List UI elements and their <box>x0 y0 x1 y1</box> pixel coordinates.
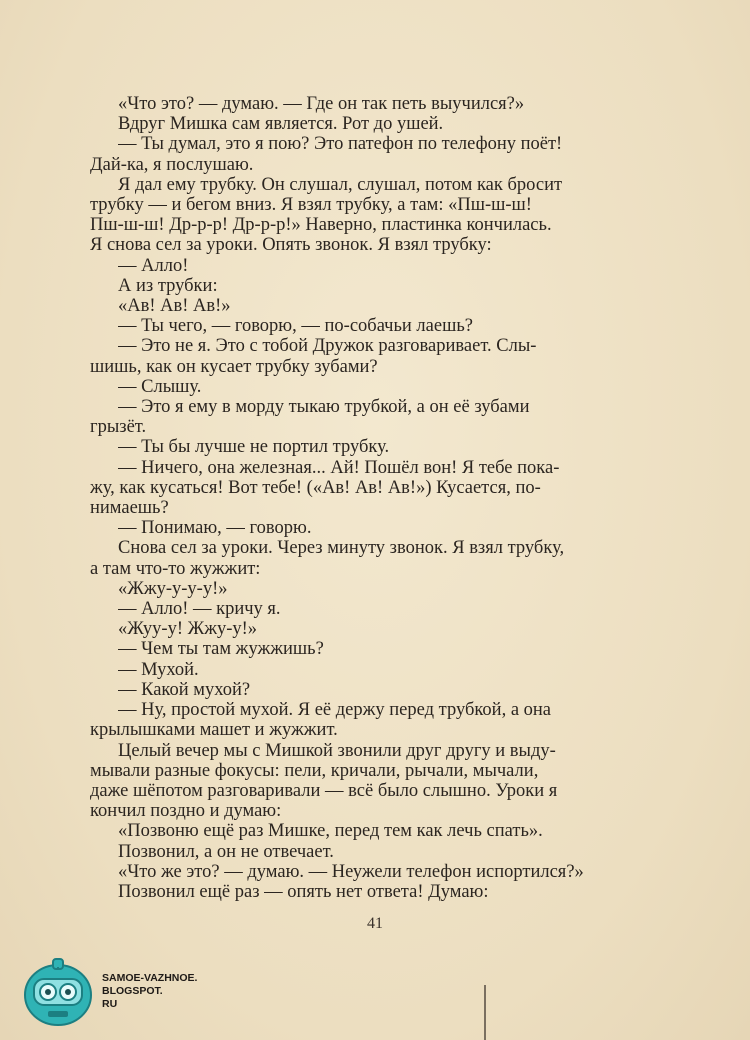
text-line: трубку — и бегом вниз. Я взял трубку, а там: «Пш-ш-ш! <box>90 195 532 216</box>
text-line: — Мухой. <box>118 659 199 680</box>
text-line: «Позвоню ещё раз Мишке, перед тем как лечь спать». <box>118 821 543 842</box>
text-line: — Ты бы лучше не портил трубку. <box>118 437 390 458</box>
text-line: — Это не я. Это с тобой Дружок разговаривает. Слы- <box>118 336 537 357</box>
text-line: «Что же это? — думаю. — Неужели телефон испортился?» <box>118 861 584 882</box>
text-line: — Чем ты там жужжишь? <box>118 639 324 660</box>
text-line: жу, как кусаться! Вот тебе! («Ав! Ав! Ав!») Кусается, по- <box>90 477 541 498</box>
text-line: Позвонил, а он не отвечает. <box>118 841 334 862</box>
text-line: крылышками машет и жужжит. <box>90 720 338 741</box>
text-line: «Жжу-у-у-у!» <box>118 578 228 599</box>
watermark[interactable] <box>22 955 197 1027</box>
text-line: — Ну, простой мухой. Я её держу перед трубкой, а она <box>118 700 552 721</box>
text-line: «Ав! Ав! Ав!» <box>118 296 231 317</box>
text-line: грызёт. <box>90 417 147 438</box>
text-line: — Алло! <box>118 255 189 276</box>
text-line: А из трубки: <box>118 275 218 296</box>
text-line: «Что это? — думаю. — Где он так петь выучился?» <box>118 94 525 114</box>
text-line: нимаешь? <box>90 498 169 519</box>
text-line: «Жуу-у! Жжу-у!» <box>118 619 258 640</box>
text-line: а там что-то жужжит: <box>90 558 261 579</box>
page-number: 41 <box>367 915 383 932</box>
text-line: — Какой мухой? <box>118 679 251 700</box>
text-line: Снова сел за уроки. Через минуту звонок. Я взял трубку, <box>118 538 565 559</box>
text-line: мывали разные фокусы: пели, кричали, рычали, мычали, <box>90 760 539 781</box>
text-line: Я дал ему трубку. Он слушал, слушал, потом как бросит <box>118 174 563 195</box>
watermark-line-3: RU <box>102 997 118 1010</box>
text-line: даже шёпотом разговаривали — всё было слышно. Уроки я <box>90 780 558 801</box>
text-line: Дай-ка, я послушаю. <box>90 154 254 175</box>
text-line: кончил поздно и думаю: <box>90 801 282 822</box>
text-line: Целый вечер мы с Мишкой звонили друг другу и выду- <box>118 740 556 761</box>
text-line: — Это я ему в морду тыкаю трубкой, а он её зубами <box>118 397 530 418</box>
watermark-line-1: SAMOE-VAZHNOE. <box>102 971 198 984</box>
text-line: — Понимаю, — говорю. <box>118 518 312 539</box>
text-line: шишь, как он кусает трубку зубами? <box>90 356 378 377</box>
text-line: — Алло! — кричу я. <box>118 599 281 620</box>
text-line: — Ты думал, это я пою? Это патефон по телефону поёт! <box>118 134 563 155</box>
text-line: — Слышу. <box>118 376 202 397</box>
text-line: Я снова сел за уроки. Опять звонок. Я взял трубку: <box>90 235 492 256</box>
text-line: — Ты чего, — говорю, — по-собачьи лаешь? <box>118 316 473 337</box>
watermark-text <box>102 972 197 1011</box>
page-text <box>90 94 650 902</box>
text-line: — Ничего, она железная... Ай! Пошёл вон! Я тебе пока- <box>118 457 560 478</box>
text-line: Вдруг Мишка сам является. Рот до ушей. <box>118 114 444 135</box>
watermark-line-2: BLOGSPOT. <box>102 984 163 997</box>
page-fold-mark <box>484 985 486 1040</box>
text-line: Позвонил ещё раз — опять нет ответа! Думаю: <box>118 881 489 902</box>
robot-head-icon <box>22 955 94 1027</box>
text-line: Пш-ш-ш! Др-р-р! Др-р-р!» Наверно, пластинка кончилась. <box>90 215 552 236</box>
